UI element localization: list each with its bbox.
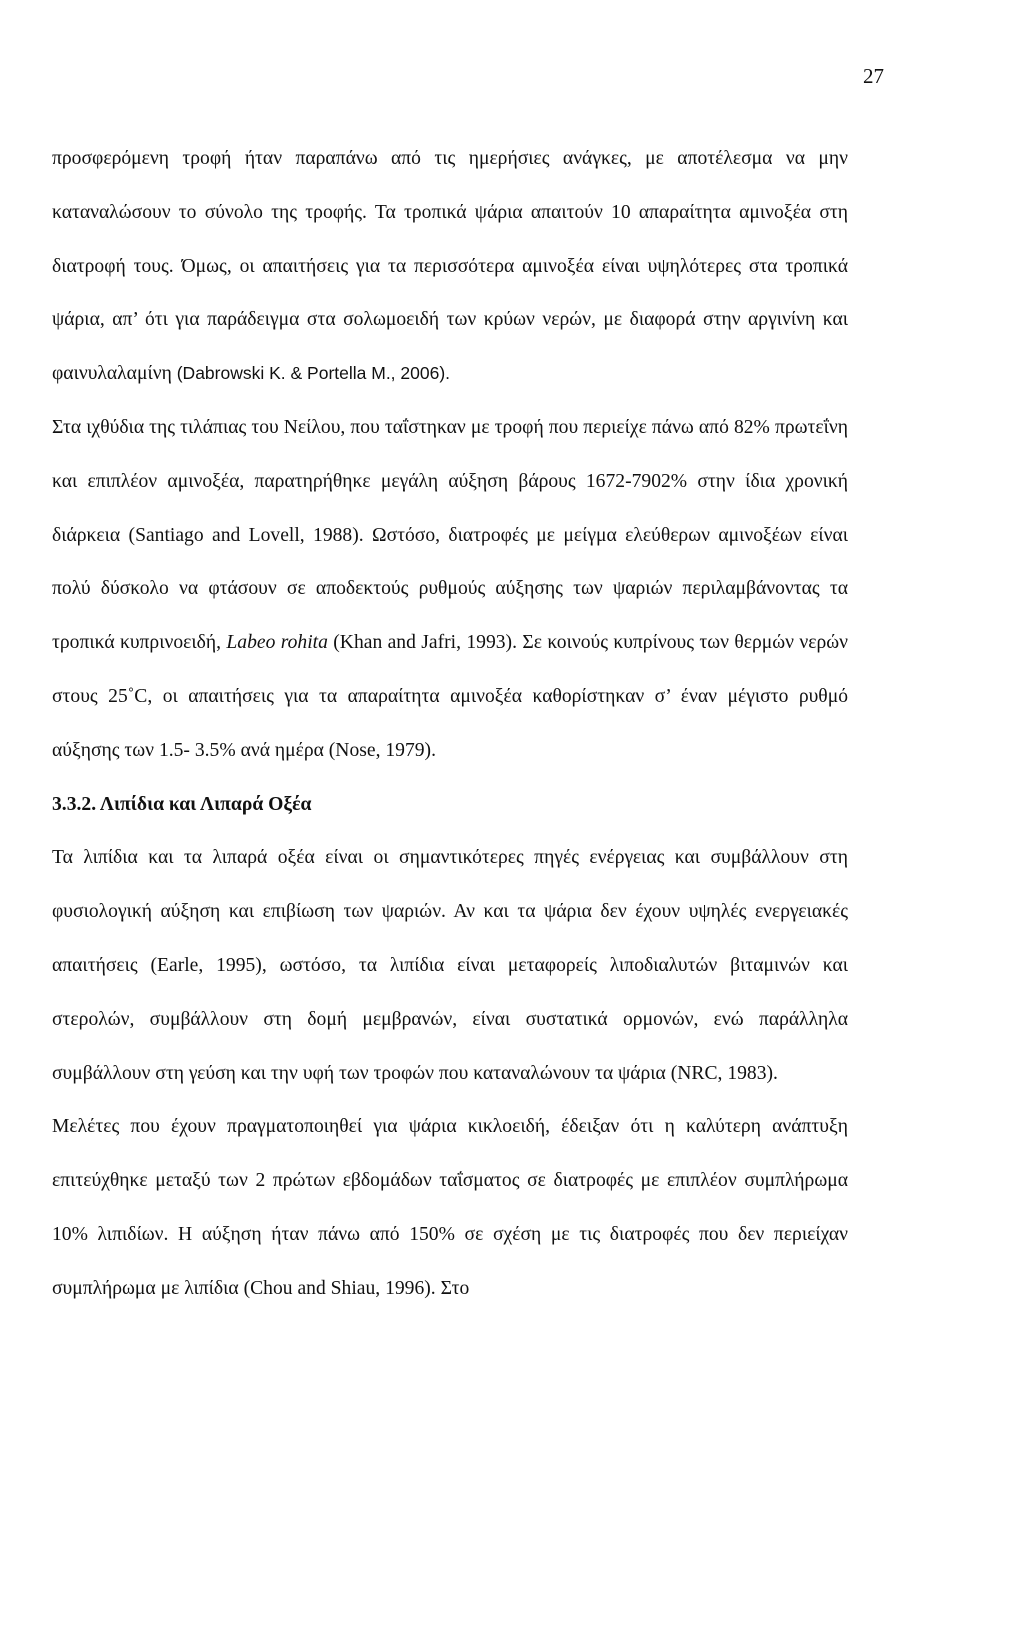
paragraph-3: Τα λιπίδια και τα λιπαρά οξέα είναι οι σημαντικότερες πηγές ενέργειας και συμβάλλουν στη φυσιολογική αύξηση και επιβίωση των ψαριών. Αν και τα ψάρια δεν έχουν υψηλές ενεργειακές απαιτήσεις (Earle, 1995), ωστόσο, τα λιπίδια είναι μεταφορείς λιποδιαλυτών βιταμινών και στερολών, συμβάλλουν στη δομή μεμβρανών, είναι συστατικά ορμονών, ενώ παράλληλα συμβάλλουν στη γεύση και την υφή των τροφών που καταναλώνουν τα ψάρια (NRC, 1983).: [52, 847, 848, 1084]
document-body: [52, 132, 848, 1316]
paragraph-1-citation: (Dabrowski K. & Portella M., 2006).: [176, 363, 451, 384]
paragraph-2-text-b: (Khan and Jafri, 1993). Σε κοινούς κυπρίνους των θερμών νερών στους 25˚C, οι απαιτήσεις για τα απαραίτητα αμινοξέα καθορίστηκαν σ’ έναν μέγιστο ρυθμό αύξησης των 1.5- 3.5% ανά ημέρα (Nose, 1979).: [52, 632, 848, 761]
paragraph-2: [52, 401, 848, 778]
page-number: 27: [863, 64, 884, 88]
paragraph-1-text: προσφερόμενη τροφή ήταν παραπάνω από τις ημερήσιες ανάγκες, με αποτέλεσμα να μην καταναλώσουν το σύνολο της τροφής. Τα τροπικά ψάρια απαιτούν 10 απαραίτητα αμινοξέα στη διατροφή τους. Όμως, οι απαιτήσεις για τα περισσότερα αμινοξέα είναι υψηλότερες στα τροπικά ψάρια, απ’ ότι για παράδειγμα στα σολωμοειδή των κρύων νερών, με διαφορά στην αργινίνη και φαινυλαλαμίνη: [52, 148, 848, 385]
section-heading: 3.3.2. Λιπίδια και Λιπαρά Οξέα: [52, 793, 312, 815]
paragraph-4: Μελέτες που έχουν πραγματοποιηθεί για ψάρια κικλοειδή, έδειξαν ότι η καλύτερη ανάπτυξη επιτεύχθηκε μεταξύ των 2 πρώτων εβδομάδων ταΐσματος σε διατροφές με επιπλέον συμπλήρωμα 10% λιπιδίων. Η αύξηση ήταν πάνω από 150% σε σχέση με τις διατροφές που δεν περιείχαν συμπλήρωμα με λιπίδια (Chou and Shiau, 1996). Στο: [52, 1116, 848, 1299]
species-name: Labeo rohita: [226, 632, 328, 654]
paragraph-2-text-a: Στα ιχθύδια της τιλάπιας του Νείλου, που ταΐστηκαν με τροφή που περιείχε πάνω από 82% πρωτεΐνη και επιπλέον αμινοξέα, παρατηρήθηκε μεγάλη αύξηση βάρους 1672-7902% στην ίδια χρονική διάρκεια (Santiago and Lovell, 1988). Ωστόσο, διατροφές με μείγμα ελεύθερων αμινοξέων είναι πολύ δύσκολο να φτάσουν σε αποδεκτούς ρυθμούς αύξησης των ψαριών περιλαμβάνοντας τα τροπικά κυπρινοειδή,: [52, 416, 848, 654]
paragraph-1: [52, 132, 848, 401]
